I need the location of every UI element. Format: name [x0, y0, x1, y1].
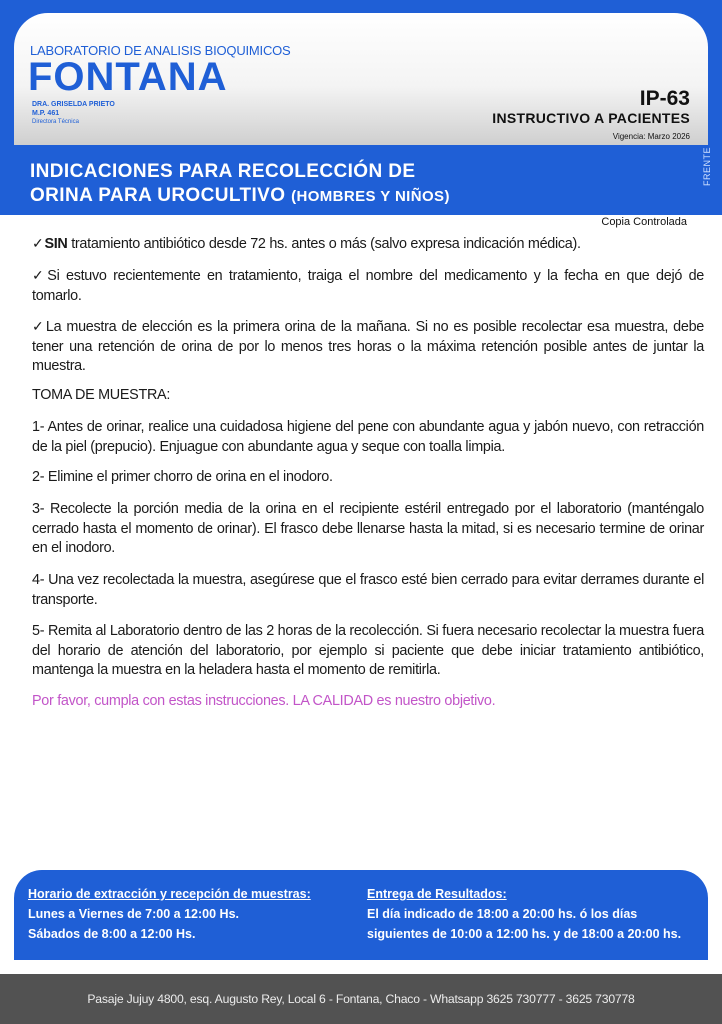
- instruction-item-2: [32, 266, 704, 306]
- check-icon: ✓: [32, 267, 47, 283]
- director-role: Directora Técnica: [32, 119, 79, 125]
- item-3-text: La muestra de elección es la primera orina de la mañana. Si no es posible recolectar esa muestra, debe tener una retención de orina de por lo menos tres horas o la máxima retención posible antes de juntar la muestra.: [32, 319, 704, 374]
- side-label: FRENTE: [702, 147, 712, 186]
- instruction-item-3: [32, 317, 704, 377]
- step-2: 2- Elimine el primer chorro de orina en el inodoro.: [32, 469, 333, 485]
- title-line-2: [30, 184, 450, 209]
- step-1: 1- Antes de orinar, realice una cuidadosa higiene del pene con abundante agua y jabón nuevo, con retracción de la piel (prepucio). Enjuague con abundante agua y seque con toalla limpia.: [32, 419, 704, 455]
- lab-logo-name: FONTANA: [28, 55, 228, 99]
- title-subtitle: (HOMBRES Y NIÑOS): [291, 188, 450, 205]
- controlled-copy-label: Copia Controlada: [601, 216, 687, 228]
- document-validity: Vigencia: Marzo 2026: [612, 132, 690, 141]
- hours-heading: Horario de extracción y recepción de muestras:: [28, 887, 311, 901]
- item-1-text: tratamiento antibiótico desde 72 hs. antes o más (salvo expresa indicación médica).: [67, 236, 581, 252]
- item-2-text: Si estuvo recientemente en tratamiento, traiga el nombre del medicamento y la fecha en que dejó de tomarlo.: [32, 268, 704, 304]
- closing-message: Por favor, cumpla con estas instrucciones. LA CALIDAD es nuestro objetivo.: [32, 693, 496, 709]
- results-line-2: siguientes de 10:00 a 12:00 hs. y de 18:00 a 20:00 hs.: [367, 927, 682, 941]
- title-main: ORINA PARA UROCULTIVO: [30, 185, 286, 206]
- page-title: [30, 160, 450, 209]
- results-heading: Entrega de Resultados:: [367, 887, 507, 901]
- results-line-1: El día indicado de 18:00 a 20:00 hs. ó los días: [367, 907, 638, 921]
- check-icon: ✓: [32, 318, 45, 334]
- document-code: IP-63: [639, 87, 690, 110]
- step-5: 5- Remita al Laboratorio dentro de las 2 horas de la recolección. Si fuera necesario recolectar la muestra fuera del horario de atención del laboratorio, por ejemplo si paciente que debe iniciar tratamiento antibiótico, mantenga la muestra en la heladera hasta el momento de remitirla.: [32, 623, 704, 678]
- check-icon: ✓: [32, 235, 44, 251]
- step-3: 3- Recolecte la porción media de la orina en el recipiente estéril entregado por el laboratorio (manténgalo cerrado hasta el momento de orinar). El frasco debe llenarse hasta la mitad, si es necesario termine de orinar en el inodoro.: [32, 501, 704, 556]
- hours-section: [28, 884, 311, 944]
- hours-weekdays: Lunes a Viernes de 7:00 a 12:00 Hs.: [28, 907, 239, 921]
- instruction-item-1: [32, 234, 704, 255]
- director-registration: M.P. 461: [32, 110, 60, 117]
- title-line-1: INDICACIONES PARA RECOLECCIÓN DE: [30, 161, 416, 182]
- item-1-bold: SIN: [44, 236, 68, 252]
- results-section: [367, 884, 681, 944]
- document-type: INSTRUCTIVO A PACIENTES: [492, 110, 690, 126]
- lab-subtitle: LABORATORIO DE ANALISIS BIOQUIMICOS: [30, 43, 291, 58]
- director-name: DRA. GRISELDA PRIETO: [32, 101, 115, 108]
- section-heading: TOMA DE MUESTRA:: [32, 387, 171, 403]
- contact-address: Pasaje Jujuy 4800, esq. Augusto Rey, Local 6 - Fontana, Chaco - Whatsapp 3625 730777 - 3625 730778: [87, 992, 635, 1006]
- step-4: 4- Una vez recolectada la muestra, asegúrese que el frasco esté bien cerrado para evitar derrames durante el transporte.: [32, 572, 704, 608]
- hours-saturday: Sábados de 8:00 a 12:00 Hs.: [28, 927, 196, 941]
